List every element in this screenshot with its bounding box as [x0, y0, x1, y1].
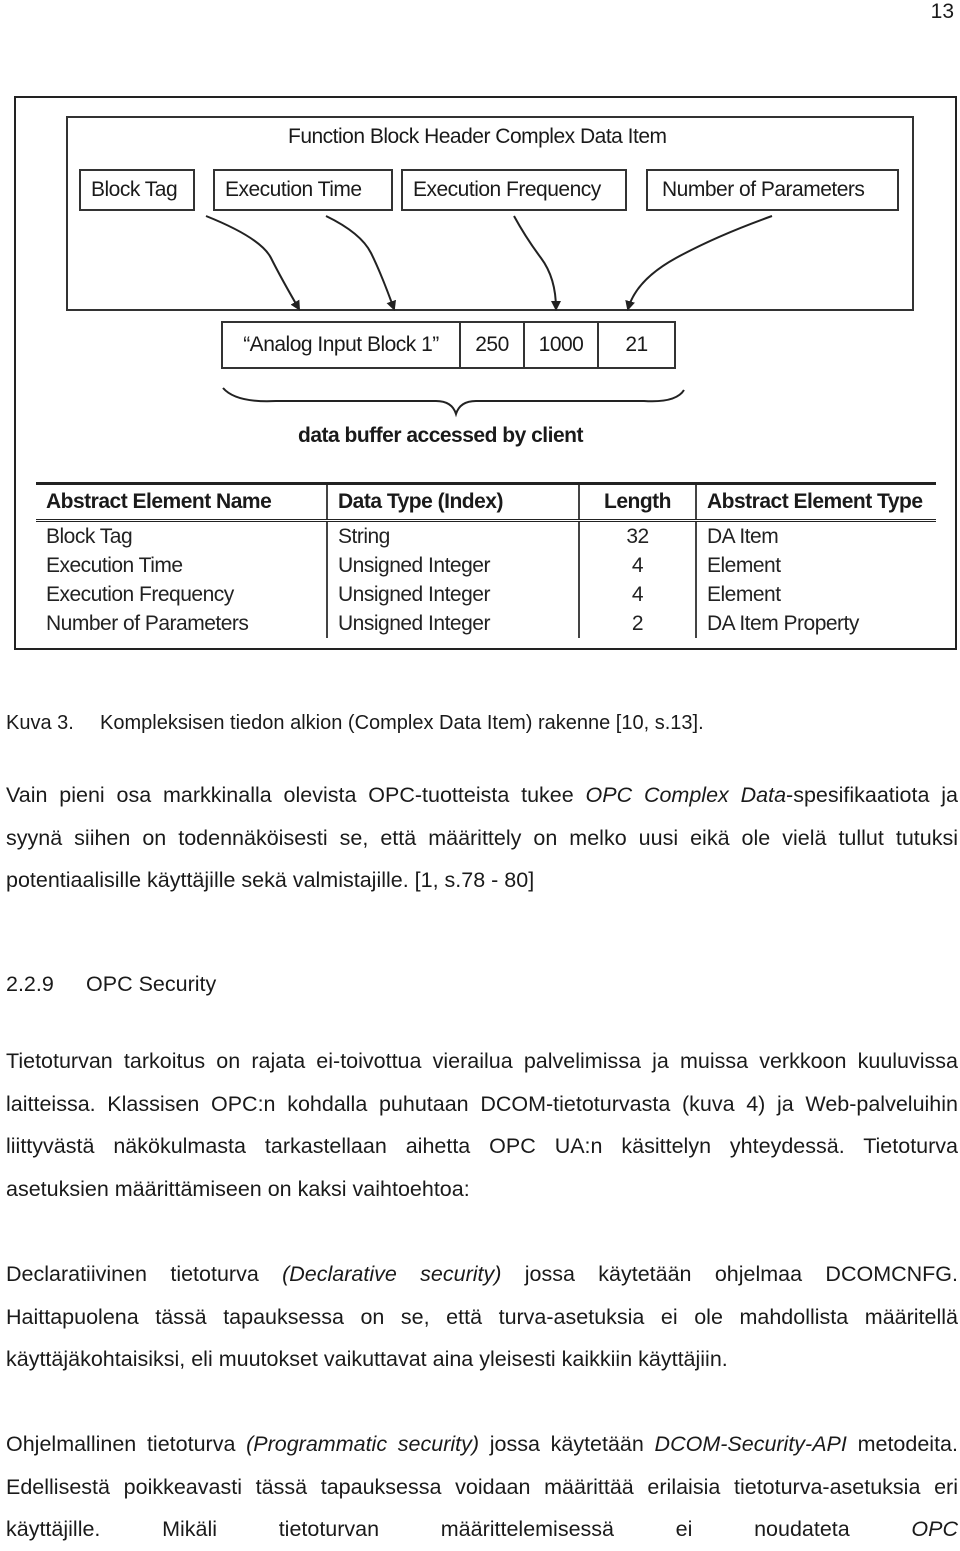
table-header-row — [36, 484, 936, 521]
header-box-number-of-parameters: Number of Parameters — [646, 169, 899, 211]
section-number: 2.2.9 — [6, 972, 54, 996]
table-header-cell: Length — [579, 484, 696, 521]
table-cell: DA Item Property — [707, 611, 859, 635]
page-number: 13 — [930, 0, 954, 23]
table-cell: Execution Time — [36, 551, 327, 580]
header-box-execution-time: Execution Time — [213, 169, 393, 211]
table-header-cell: Abstract Element Type — [696, 484, 936, 521]
complex-data-item-figure — [14, 96, 957, 650]
table-cell: Unsigned Integer — [327, 580, 579, 609]
paragraph-declarative — [6, 1253, 958, 1381]
paragraph-programmatic — [6, 1423, 958, 1551]
arrow-number-of-parameters — [628, 216, 772, 309]
table-row — [36, 580, 936, 609]
p4-text: Ohjelmallinen tietoturva — [6, 1432, 247, 1456]
buffer-cell-execution-frequency: 1000 — [525, 323, 599, 367]
p1-text: Vain pieni osa markkinalla olevista OPC-tuotteista tukee — [6, 783, 586, 807]
table-cell: Element — [707, 553, 781, 577]
data-buffer — [221, 321, 676, 369]
buffer-caption: data buffer accessed by client — [298, 424, 583, 447]
p4-text-3: metodeita. Edellisestä poikkeavasti tässä tapauksessa voidaan määrittää erilaisia tietoturva-asetuksia eri käyttäjille. Mikäli tietoturvan määrittelemisessä ei noudateta — [6, 1432, 958, 1541]
table-cell: Element — [707, 582, 781, 606]
caption-label: Kuva 3. — [6, 712, 74, 734]
arrow-execution-time — [326, 216, 394, 309]
p3-text-rest: jossa käytetään ohjelmaa DCOMCNFG. Haittapuolena tässä tapauksessa on se, että turva-asetuksia ei ole mahdollista määritellä käyttäjäkohtaisiksi, eli muutokset vaikuttavat aina yleisesti kaikkiin käyttäjiin. — [6, 1262, 958, 1371]
figure-title: Function Block Header Complex Data Item — [288, 125, 667, 148]
arrow-block-tag — [206, 216, 299, 309]
paragraph-security-intro: Tietoturvan tarkoitus on rajata ei-toivottua vierailua palvelimissa ja muissa verkkoon kuuluvissa laitteissa. Klassisen OPC:n kohdalla puhutaan DCOM-tietoturvasta (kuva 4) ja Web-palveluihin liittyvästä näkökulmasta tarkastellaan aihetta OPC UA:n käsittelyn yhteydessä. Tietoturva asetuksien määrittämiseen on kaksi vaihtoehtoa: — [6, 1049, 958, 1201]
table-row — [36, 551, 936, 580]
p1-italic: OPC Complex Data — [585, 783, 787, 807]
section-heading — [6, 972, 216, 997]
table-cell: String — [327, 521, 579, 552]
p4-italic-3: OPC — [911, 1517, 958, 1541]
table-cell: 4 — [579, 551, 696, 580]
buffer-cell-number-of-parameters: 21 — [625, 333, 648, 356]
table-header-cell: Abstract Element Name — [36, 484, 327, 521]
table-cell: Block Tag — [36, 521, 327, 552]
buffer-brace — [223, 388, 684, 414]
table-row — [36, 609, 936, 638]
table-cell: Unsigned Integer — [327, 551, 579, 580]
buffer-cell-execution-time: 250 — [461, 323, 525, 367]
table-cell: Number of Parameters — [36, 609, 327, 638]
section-title: OPC Security — [86, 972, 217, 996]
table-header-cell: Data Type (Index) — [327, 484, 579, 521]
p4-italic-2: DCOM-Security-API — [654, 1432, 847, 1456]
element-table — [36, 482, 936, 638]
table-cell: Unsigned Integer — [327, 609, 579, 638]
p1-text-rest: -spesifikaatiota ja syynä siihen on todennäköisesti se, että määrittely on melko uusi eikä ole vielä tullut tutuksi potentiaalisille käyttäjille sekä valmistajille. [1, s.78 - 80] — [6, 783, 958, 892]
table-cell: DA Item — [707, 524, 779, 548]
header-box-execution-frequency: Execution Frequency — [401, 169, 627, 211]
figure-caption — [6, 712, 704, 735]
table-cell: Execution Frequency — [36, 580, 327, 609]
table-cell: 2 — [579, 609, 696, 638]
table-row — [36, 521, 936, 552]
header-box-block-tag: Block Tag — [79, 169, 195, 211]
p3-italic: (Declarative security) — [282, 1262, 502, 1286]
buffer-cell-tag: “Analog Input Block 1” — [223, 323, 461, 367]
p4-italic-1: (Programmatic security) — [246, 1432, 480, 1456]
table-cell: 32 — [579, 521, 696, 552]
arrow-execution-frequency — [514, 216, 556, 309]
p4-text-2: jossa käytetään — [479, 1432, 655, 1456]
table-cell: 4 — [579, 580, 696, 609]
caption-text: Kompleksisen tiedon alkion (Complex Data Item) rakenne [10, s.13]. — [100, 712, 704, 734]
paragraph-complex-data — [6, 774, 958, 902]
p3-text: Declaratiivinen tietoturva — [6, 1262, 283, 1286]
